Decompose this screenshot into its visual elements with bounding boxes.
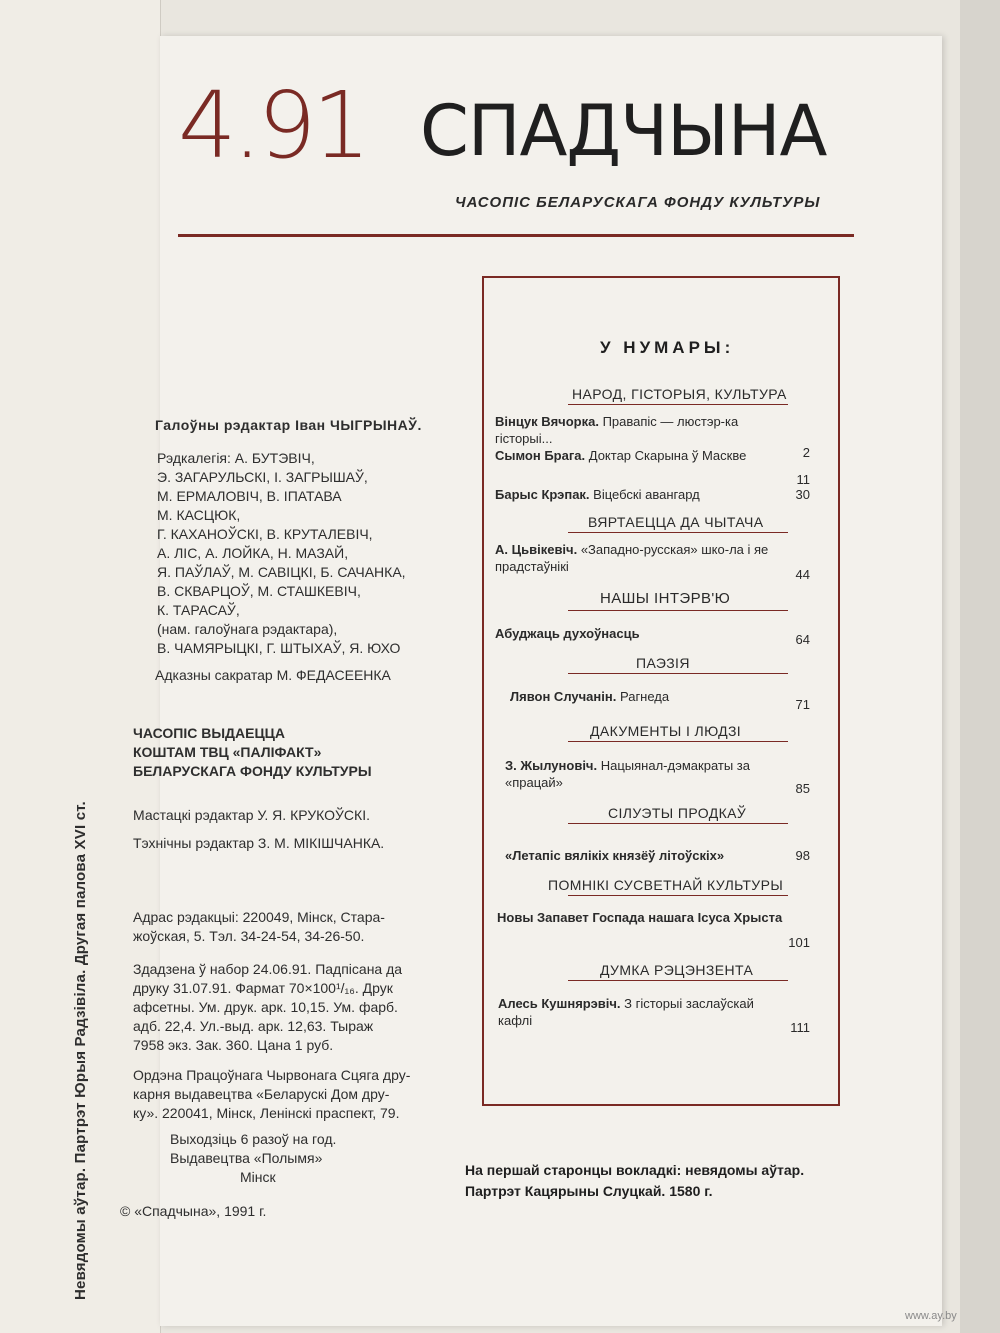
toc-entry (505, 757, 800, 791)
board-line: Г. КАХАНОЎСКІ, В. КРУТАЛЕВІЧ, (157, 526, 373, 542)
board-line: Я. ПАЎЛАЎ, М. САВІЦКІ, Б. САЧАНКА, (157, 564, 406, 580)
cover-note-line: Партрэт Кацярыны Слуцкай. 1580 г. (465, 1183, 713, 1199)
chief-editor: Галоўны рэдактар Іван ЧЫГРЫНАЎ. (155, 417, 422, 433)
section-rule (568, 532, 788, 533)
section-rule (568, 895, 788, 896)
toc-entry (495, 413, 795, 447)
toc-section-heading: НАРОД, ГІСТОРЫЯ, КУЛЬТУРА (572, 386, 787, 402)
address-line: Адрас рэдакцыі: 220049, Мінск, Стара- (133, 909, 385, 925)
tech-editor: Тэхнічны рэдактар З. М. МІКІШЧАНКА. (133, 835, 385, 851)
print-line: Здадзена ў набор 24.06.91. Падпісана да (133, 961, 403, 977)
toc-section-heading: ВЯРТАЕЦЦА ДА ЧЫТАЧА (588, 514, 764, 530)
watermark: www.ay.by (905, 1310, 957, 1322)
entry-author: Алесь Кушнярэвіч. (498, 996, 621, 1011)
entry-title: Рагнеда (619, 689, 670, 704)
entry-title: Правапіс — люстэр-ка гісторыі... (495, 414, 739, 446)
page-number: 111 (790, 1020, 810, 1035)
section-rule (568, 741, 788, 742)
entry-title: Доктар Скарына ў Маскве (588, 448, 747, 463)
frequency-line: Выходзіць 6 разоў на год. (170, 1131, 337, 1147)
spine-caption: Невядомы аўтар. Партрэт Юрыя Радзівіла. Другая палова XVI ст. (72, 801, 89, 1300)
toc-entry (495, 625, 775, 642)
entry-title: «Западно-русская» шко-ла і яе прадстаўнікі (495, 542, 769, 574)
magazine-title: СПАДЧЫНА (420, 90, 827, 172)
entry-author: Абуджаць духоўнасць (495, 626, 640, 641)
frequency-line: Мінск (240, 1169, 276, 1185)
entry-author: Вінцук Вячорка. (495, 414, 599, 429)
print-line: друку 31.07.91. Фармат 70×100¹/₁₆. Друк (133, 980, 393, 996)
printer-line: карня выдавецтва «Беларускі Дом дру- (133, 1086, 390, 1102)
print-line: адб. 22,4. Ул.-выд. арк. 12,63. Тыраж (133, 1018, 374, 1034)
art-editor: Мастацкі рэдактар У. Я. КРУКОЎСКІ. (133, 807, 370, 823)
toc-section-heading: НАШЫ ІНТЭРВ'Ю (600, 590, 731, 607)
entry-title: Віцебскі авангард (593, 487, 700, 502)
board-line: А. ЛІС, А. ЛОЙКА, Н. МАЗАЙ, (157, 545, 349, 561)
entry-title: Нацыянал-дэмакраты за «працай» (505, 758, 750, 790)
page-number: 11 (796, 472, 810, 487)
board-line: Рэдкалегія: А. БУТЭВІЧ, (157, 450, 315, 466)
toc-section-heading: ДАКУМЕНТЫ І ЛЮДЗІ (590, 723, 742, 739)
copyright: © «Спадчына», 1991 г. (120, 1203, 267, 1219)
page-number: 44 (795, 567, 810, 582)
toc-entry (505, 847, 805, 864)
entry-author: Новы Запавет Госпада нашага Ісуса Хрыста (497, 910, 783, 925)
toc-entry (495, 486, 775, 503)
toc-section-heading: ПОМНІКІ СУСВЕТНАЙ КУЛЬТУРЫ (548, 877, 784, 893)
toc-entry (510, 688, 790, 705)
toc-entry (498, 995, 788, 1029)
entry-author: Сымон Брага. (495, 448, 586, 463)
section-rule (568, 673, 788, 674)
page-number: 64 (795, 632, 810, 647)
background-right (960, 0, 1000, 1333)
print-line: 7958 экз. Зак. 360. Цана 1 руб. (133, 1037, 334, 1053)
cover-note-line: На першай старонцы вокладкі: невядомы аўтар. (465, 1162, 805, 1178)
printer-line: Ордэна Працоўнага Чырвонага Сцяга дру- (133, 1067, 411, 1083)
board-line: К. ТАРАСАЎ, (157, 602, 240, 618)
publisher-line: БЕЛАРУСКАГА ФОНДУ КУЛЬТУРЫ (133, 763, 372, 779)
section-rule (568, 610, 788, 611)
entry-author: Барыс Крэпак. (495, 487, 590, 502)
board-line: В. СКВАРЦОЎ, М. СТАШКЕВІЧ, (157, 583, 361, 599)
spine-page (0, 0, 161, 1333)
board-line: Э. ЗАГАРУЛЬСКІ, І. ЗАГРЫШАЎ, (157, 469, 368, 485)
page-number: 2 (802, 445, 810, 460)
magazine-subtitle: ЧАСОПІС БЕЛАРУСКАГА ФОНДУ КУЛЬТУРЫ (455, 194, 821, 211)
section-rule (568, 823, 788, 824)
toc-entry (495, 541, 795, 575)
section-rule (568, 404, 788, 405)
print-line: афсетны. Ум. друк. арк. 10,15. Ум. фарб. (133, 999, 398, 1015)
section-rule (568, 980, 788, 981)
contents-title: У НУМАРЫ: (600, 338, 735, 357)
toc-section-heading: ПАЭЗІЯ (636, 655, 690, 671)
board-line: В. ЧАМЯРЫЦКІ, Г. ШТЫХАЎ, Я. ЮХО (157, 640, 401, 656)
toc-entry (497, 909, 792, 926)
page-number: 30 (795, 487, 810, 502)
board-line: (нам. галоўнага рэдактара), (157, 621, 338, 637)
page-number: 85 (795, 781, 810, 796)
page-number: 98 (795, 848, 810, 863)
publisher-line: ЧАСОПІС ВЫДАЕЦЦА (133, 725, 286, 741)
entry-author: З. Жылуновіч. (505, 758, 598, 773)
frequency-line: Выдавецтва «Полымя» (170, 1150, 323, 1166)
secretary: Адказны сакратар М. ФЕДАСЕЕНКА (155, 667, 391, 683)
entry-author: Лявон Случанін. (510, 689, 617, 704)
entry-author: А. Цьвікевіч. (495, 542, 578, 557)
page-number: 101 (788, 935, 810, 950)
printer-line: ку». 220041, Мінск, Ленінскі праспект, 79. (133, 1105, 400, 1121)
toc-section-heading: СІЛУЭТЫ ПРОДКАЎ (608, 805, 747, 821)
entry-title: З гісторыі заслаўскай кафлі (498, 996, 754, 1028)
publisher-line: КОШТАМ ТВЦ «ПАЛІФАКТ» (133, 744, 322, 760)
entry-author: «Летапіс вялікіх князёў літоўскіх» (505, 848, 725, 863)
masthead-rule (178, 234, 854, 237)
page-number: 71 (795, 697, 810, 712)
address-line: жоўская, 5. Тэл. 34-24-54, 34-26-50. (133, 928, 365, 944)
board-line: М. ЕРМАЛОВІЧ, В. ІПАТАВА (157, 488, 342, 504)
board-line: М. КАСЦЮК, (157, 507, 241, 523)
toc-entry (495, 447, 795, 464)
toc-section-heading: ДУМКА РЭЦЭНЗЕНТА (600, 962, 754, 978)
issue-number: 4.91 (178, 72, 367, 179)
